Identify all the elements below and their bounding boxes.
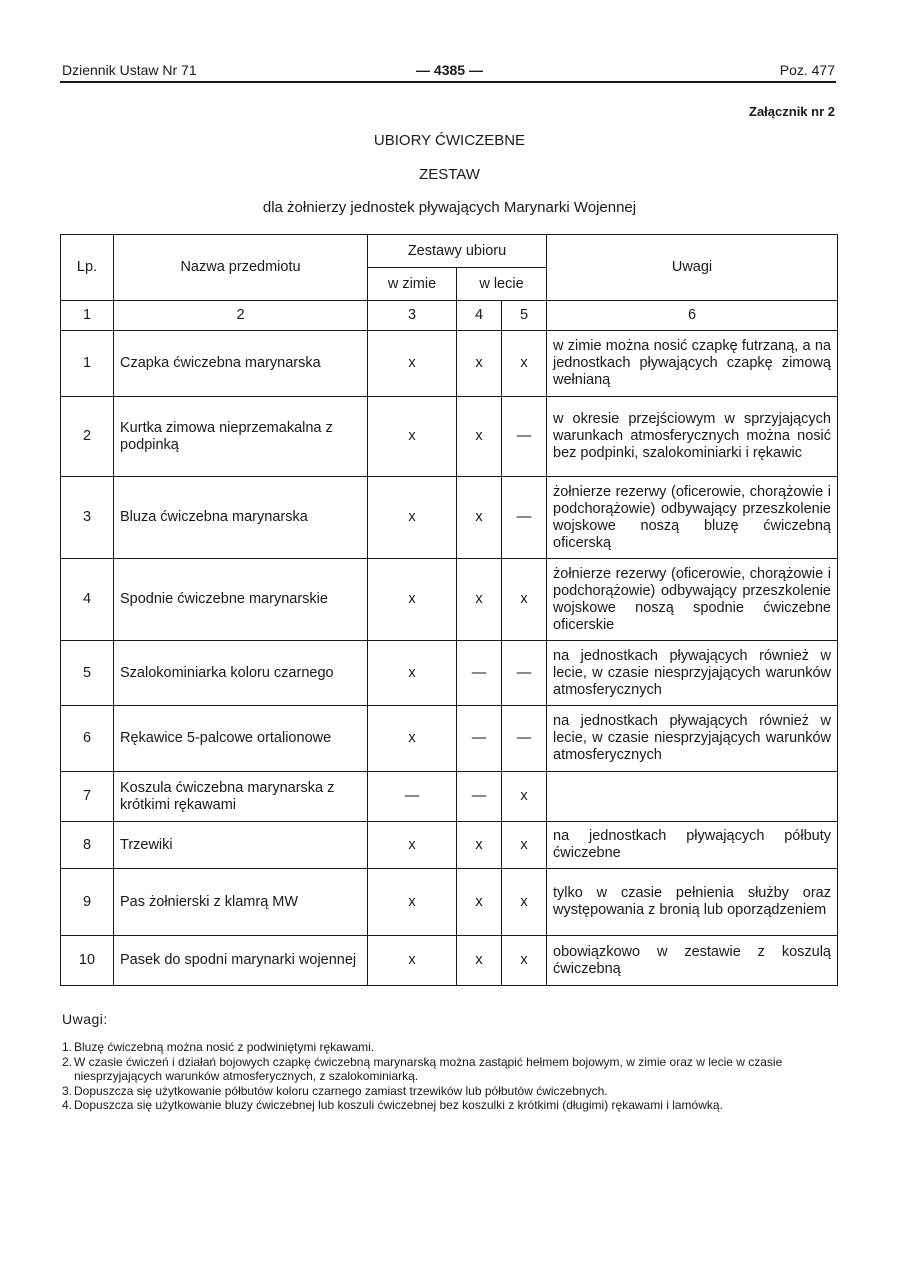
row-winter-mark: x <box>368 641 457 706</box>
column-number: 6 <box>547 301 838 331</box>
column-number: 3 <box>368 301 457 331</box>
column-number: 2 <box>114 301 368 331</box>
row-item-name: Spodnie ćwiczebne marynarskie <box>114 559 368 641</box>
row-lp: 4 <box>61 559 114 641</box>
note-item <box>62 1098 838 1113</box>
column-number: 4 <box>457 301 502 331</box>
row-summer-mark-4: x <box>457 936 502 986</box>
table-row <box>61 772 838 822</box>
row-remarks: w okresie przejściowym w sprzyjających warunkach atmosferycznych można nosić bez podpinki, szalokominiarki i rękawic <box>547 397 838 477</box>
note-number: 2. <box>62 1054 73 1069</box>
row-item-name: Szalokominiarka koloru czarnego <box>114 641 368 706</box>
note-number: 3. <box>62 1083 73 1098</box>
table-row <box>61 477 838 559</box>
row-summer-mark-4: — <box>457 706 502 772</box>
row-remarks: na jednostkach pływających również w lecie, w czasie niesprzyjających warunków atmosferycznych <box>547 706 838 772</box>
position-number: Poz. 477 <box>779 62 835 78</box>
table-row <box>61 822 838 869</box>
row-remarks: tylko w czasie pełnienia służby oraz występowania z bronią lub oporządzeniem <box>547 869 838 936</box>
row-summer-mark-4: x <box>457 331 502 397</box>
table-row <box>61 641 838 706</box>
column-number: 5 <box>502 301 547 331</box>
row-summer-mark-5: — <box>502 706 547 772</box>
row-remarks <box>547 772 838 822</box>
row-winter-mark: x <box>368 397 457 477</box>
row-lp: 2 <box>61 397 114 477</box>
note-item <box>62 1084 838 1099</box>
table-row <box>61 936 838 986</box>
row-lp: 1 <box>61 331 114 397</box>
row-summer-mark-4: — <box>457 641 502 706</box>
row-summer-mark-4: — <box>457 772 502 822</box>
row-item-name: Rękawice 5-palcowe ortalionowe <box>114 706 368 772</box>
header-remarks: Uwagi <box>547 235 838 301</box>
row-winter-mark: x <box>368 331 457 397</box>
row-item-name: Trzewiki <box>114 822 368 869</box>
row-summer-mark-4: x <box>457 477 502 559</box>
row-summer-mark-5: x <box>502 869 547 936</box>
row-summer-mark-5: — <box>502 477 547 559</box>
row-lp: 6 <box>61 706 114 772</box>
row-summer-mark-5: — <box>502 397 547 477</box>
row-item-name: Czapka ćwiczebna marynarska <box>114 331 368 397</box>
row-item-name: Kurtka zimowa nieprzemakalna z podpinką <box>114 397 368 477</box>
row-item-name: Bluza ćwiczebna marynarska <box>114 477 368 559</box>
header-summer: w lecie <box>457 268 547 301</box>
document-description: dla żołnierzy jednostek pływających Marynarki Wojennej <box>262 199 637 216</box>
header-item-name: Nazwa przedmiotu <box>114 235 368 301</box>
note-text: Dopuszcza się użytkowanie półbutów koloru czarnego zamiast trzewików lub półbutów ćwiczebnych. <box>74 1083 608 1098</box>
table-row <box>61 331 838 397</box>
header-rule <box>60 81 836 83</box>
note-text: Dopuszcza się użytkowanie bluzy ćwiczebnej lub koszuli ćwiczebnej bez koszulki z krótkimi (długimi) rękawami i lamówką. <box>74 1098 723 1112</box>
note-text: W czasie ćwiczeń i działań bojowych czapkę ćwiczebną marynarską można zastąpić hełmem bojowym, w zimie oraz w lecie w czasie niesprzyjających warunków atmosferycznych, z szalokominiarką. <box>74 1054 783 1083</box>
row-remarks: w zimie można nosić czapkę futrzaną, a na jednostkach pływających czapkę zimową wełnianą <box>547 331 838 397</box>
row-summer-mark-5: x <box>502 936 547 986</box>
document-title: UBIORY ĆWICZEBNE <box>373 132 526 149</box>
page-number: — 4385 — <box>416 62 483 78</box>
column-number: 1 <box>61 301 114 331</box>
row-lp: 10 <box>61 936 114 986</box>
table-row <box>61 869 838 936</box>
row-item-name: Pas żołnierski z klamrą MW <box>114 869 368 936</box>
uniform-set-table <box>60 234 838 986</box>
header-lp: Lp. <box>61 235 114 301</box>
row-remarks: obowiązkowo w zestawie z koszulą ćwiczebną <box>547 936 838 986</box>
row-summer-mark-4: x <box>457 559 502 641</box>
table-row <box>61 397 838 477</box>
document-subtitle: ZESTAW <box>419 166 480 183</box>
note-text: Bluzę ćwiczebną można nosić z podwiniętymi rękawami. <box>74 1040 375 1054</box>
table-row <box>61 559 838 641</box>
row-winter-mark: x <box>368 936 457 986</box>
header-winter: w zimie <box>368 268 457 301</box>
row-remarks: żołnierze rezerwy (oficerowie, chorążowie i podchorążowie) odbywający przeszkolenie wojskowe noszą spodnie ćwiczebne oficerskie <box>547 559 838 641</box>
row-winter-mark: x <box>368 559 457 641</box>
annex-label: Załącznik nr 2 <box>749 104 835 119</box>
row-lp: 7 <box>61 772 114 822</box>
row-remarks: na jednostkach pływających półbuty ćwiczebne <box>547 822 838 869</box>
row-summer-mark-5: x <box>502 772 547 822</box>
row-winter-mark: x <box>368 822 457 869</box>
row-summer-mark-4: x <box>457 397 502 477</box>
row-remarks: na jednostkach pływających również w lecie, w czasie niesprzyjających warunków atmosferycznych <box>547 641 838 706</box>
notes-list <box>62 1040 838 1113</box>
row-lp: 8 <box>61 822 114 869</box>
row-lp: 9 <box>61 869 114 936</box>
table-row <box>61 706 838 772</box>
row-lp: 5 <box>61 641 114 706</box>
note-number: 4. <box>62 1098 73 1112</box>
row-lp: 3 <box>61 477 114 559</box>
row-summer-mark-5: x <box>502 822 547 869</box>
row-winter-mark: x <box>368 706 457 772</box>
row-item-name: Koszula ćwiczebna marynarska z krótkimi rękawami <box>114 772 368 822</box>
row-summer-mark-5: x <box>502 559 547 641</box>
note-item <box>62 1055 838 1084</box>
journal-title: Dziennik Ustaw Nr 71 <box>62 62 197 78</box>
row-remarks: żołnierze rezerwy (oficerowie, chorążowie i podchorążowie) odbywający przeszkolenie wojskowe noszą bluzę ćwiczebną oficerską <box>547 477 838 559</box>
row-winter-mark: — <box>368 772 457 822</box>
row-winter-mark: x <box>368 869 457 936</box>
header-uniform-sets: Zestawy ubioru <box>368 235 547 268</box>
row-summer-mark-5: — <box>502 641 547 706</box>
note-item <box>62 1040 838 1055</box>
note-number: 1. <box>62 1040 73 1054</box>
row-summer-mark-4: x <box>457 822 502 869</box>
row-summer-mark-4: x <box>457 869 502 936</box>
row-item-name: Pasek do spodni marynarki wojennej <box>114 936 368 986</box>
row-winter-mark: x <box>368 477 457 559</box>
row-summer-mark-5: x <box>502 331 547 397</box>
notes-title: Uwagi: <box>62 1011 108 1027</box>
